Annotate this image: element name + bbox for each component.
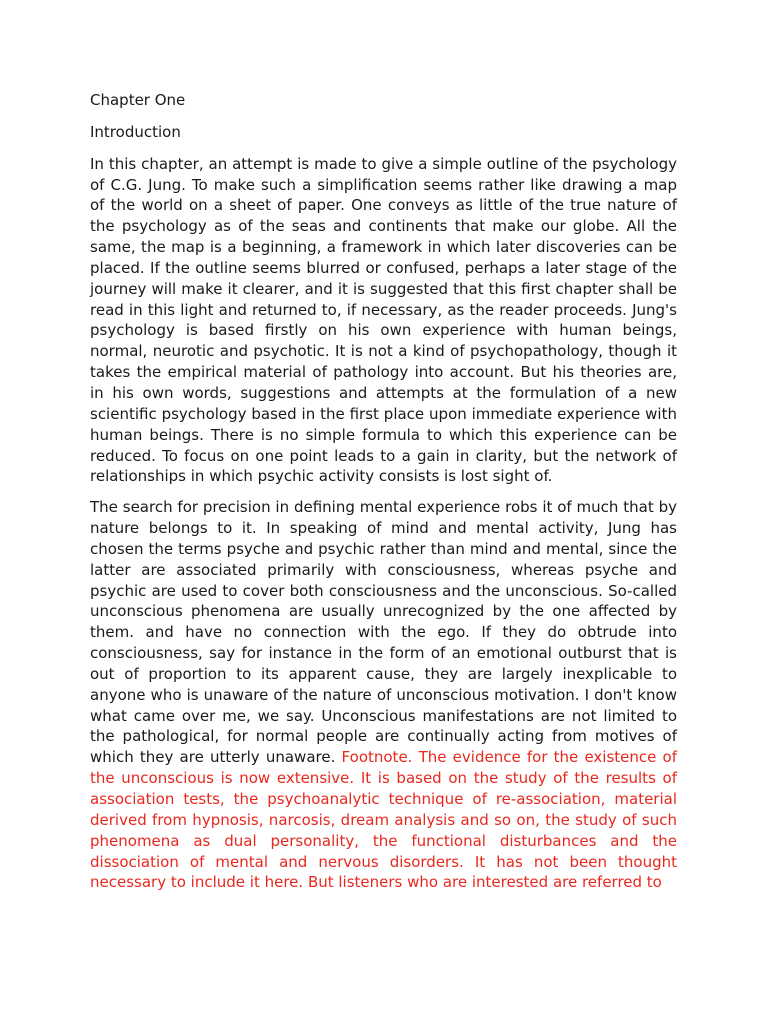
paragraph-1: In this chapter, an attempt is made to give a simple outline of the psychology of C.G. Jung. To make such a simplification seems rather like drawing a map of the world on a sheet of paper. One conveys as little of the true nature of the psychology as of the seas and continents that make our globe. All the same, the map is a beginning, a framework in which later discoveries can be placed. If the outline seems blurred or confused, perhaps a later stage of the journey will make it clearer, and it is suggested that this first chapter shall be read in this light and returned to, if necessary, as the reader proceeds. Jung's psychology is based firstly on his own experience with human beings, normal, neurotic and psychotic. It is not a kind of psychopathology, though it takes the empirical material of pathology into account. But his theories are, in his own words, suggestions and attempts at the formulation of a new scientific psychology based in the first place upon immediate experience with human beings. There is no simple formula to which this experience can be reduced. To focus on one point leads to a gain in clarity, but the network of relationships in which psychic activity consists is lost sight of. bbox=[90, 154, 677, 486]
chapter-label: Chapter One bbox=[90, 91, 186, 109]
paragraph-2 bbox=[90, 497, 677, 893]
paragraph-2-text: The search for precision in defining mental experience robs it of much that by nature belongs to it. In speaking of mind and mental activity, Jung has chosen the terms psyche and psychic rather than mind and mental, since the latter are associated primarily with consciousness, whereas psyche and psychic are used to cover both consciousness and the unconscious. So-called unconscious phenomena are usually unrecognized by the one affected by them. and have no connection with the ego. If they do obtrude into consciousness, say for instance in the form of an emotional outburst that is out of proportion to its apparent cause, they are largely inexplicable to anyone who is unaware of the nature of unconscious motivation. I don't know what came over me, we say. Unconscious manifestations are not limited to the pathological, for normal people are continually acting from motives of which they are utterly unaware. bbox=[90, 498, 677, 767]
document-page bbox=[90, 90, 677, 903]
footnote-text: Footnote. The evidence for the existence of the unconscious is now extensive. It is based on the study of the results of association tests, the psychoanalytic technique of re-association, material derived from hypnosis, narcosis, dream analysis and so on, the study of such phenomena as dual personality, the functional disturbances and the dissociation of mental and nervous disorders. It has not been thought necessary to include it here. But listeners who are interested are referred to bbox=[90, 748, 677, 892]
section-title: Introduction bbox=[90, 122, 181, 141]
